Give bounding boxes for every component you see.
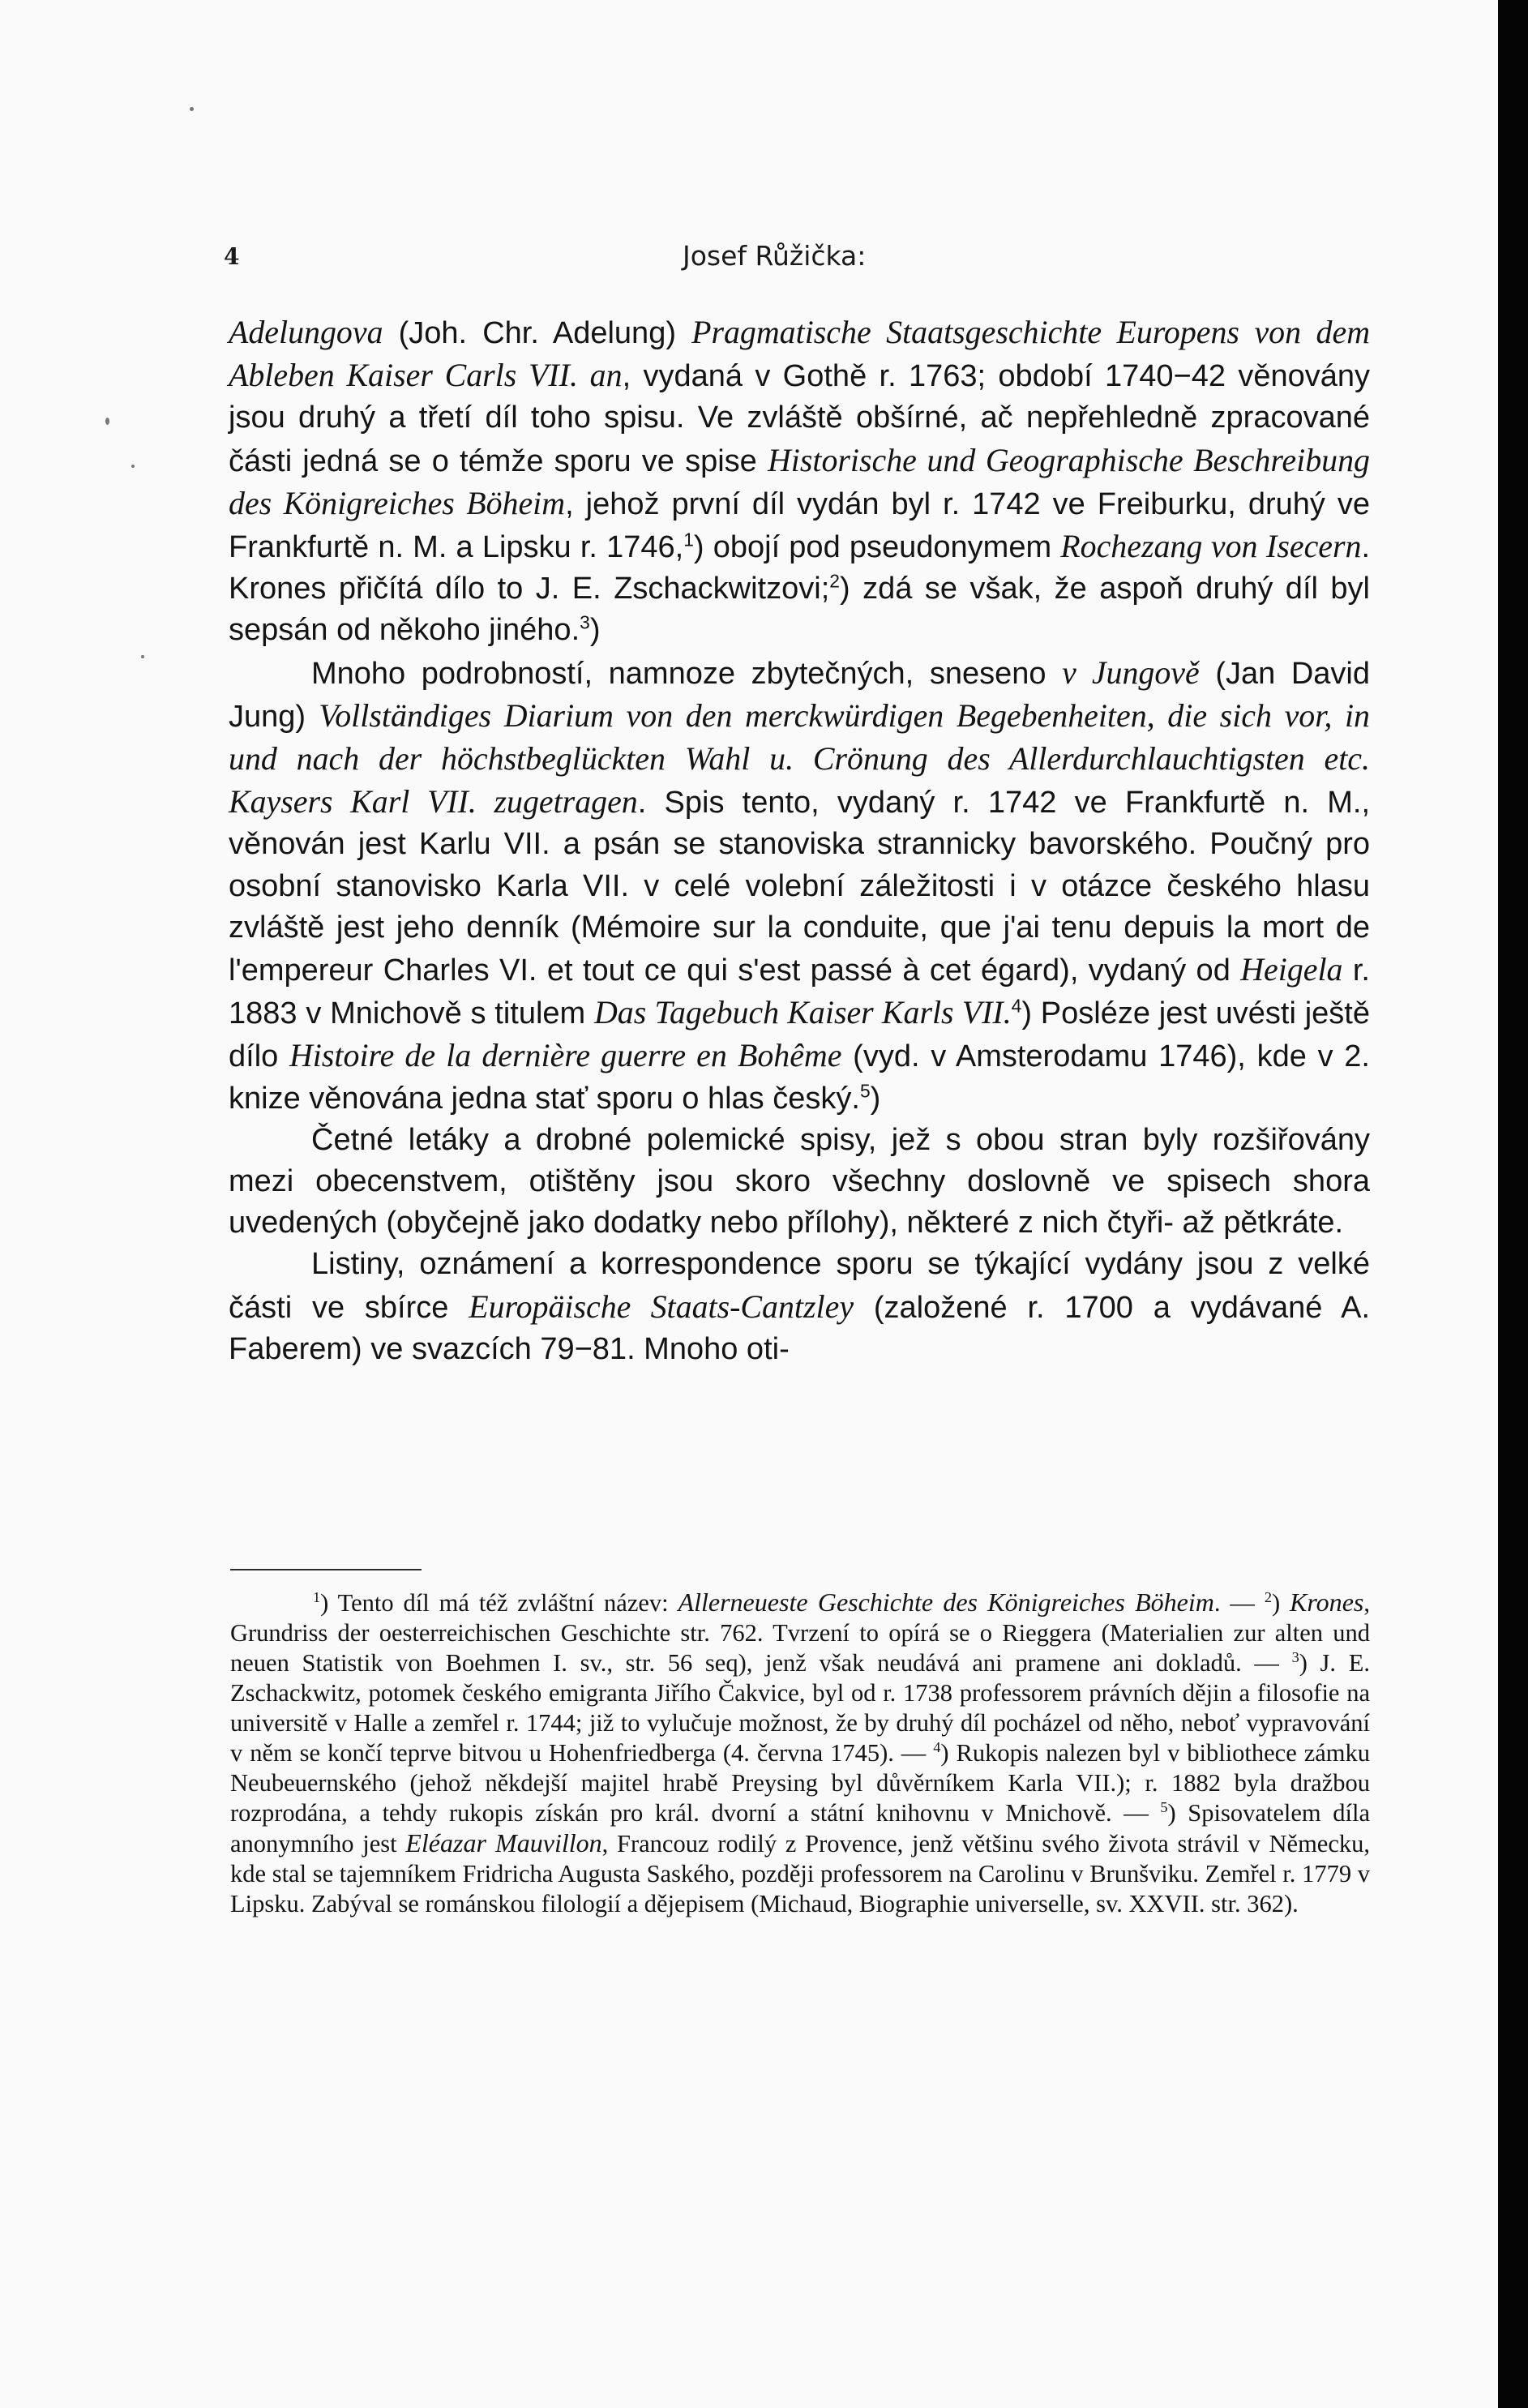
footnote-mark: 2 <box>1264 1588 1272 1605</box>
paragraph-jung <box>229 652 1370 1120</box>
footnote-text: , Grundriss der oesterreichischen Geschichte str. 762. Tvrzení to opírá se o Rieggera (Materialien zur alten und neuen Statistik von Boehmen I. sv., str. 56 seq), jenž však neudává ani pramene ani dokladů. — <box>230 1589 1370 1677</box>
footnotes <box>230 1587 1370 1919</box>
running-head: Josef Růžička: <box>683 240 867 272</box>
footnote-mark: 4 <box>933 1738 941 1755</box>
work-title: Das Tagebuch Kaiser Karls VII. <box>593 994 1012 1031</box>
footnote-mark: 5 <box>1160 1798 1168 1815</box>
text-run: ) Posléze jest uvésti ještě dílo <box>229 996 1370 1074</box>
footnote-text: ) J. E. Zschackwitz, potomek českého emigranta Jiřího Čakvice, byl od r. 1738 professorem právních dějin a filosofie na universitě v Halle a zemřel r. 1744; již to vylučuje možnost, že by druhý díl pocházel od něho, neboť vypravování v něm se končí teprve bitvou u Hohenfriedberga (4. června 1745). — <box>230 1649 1370 1767</box>
footnote-mark: 1 <box>313 1588 321 1605</box>
text-run: ) <box>589 613 601 648</box>
work-title: Histoire de la dernière guerre en Bohême <box>289 1037 842 1074</box>
footnote-text: ) Tento díl má též zvláštní název: <box>320 1589 678 1617</box>
author-name: v Jungově <box>1062 653 1200 691</box>
text-run: Mnoho podrobností, namnoze zbytečných, sneseno <box>311 656 1063 691</box>
text-run: (Joh. Chr. Adelung) <box>383 316 692 350</box>
text-run: . Krones přičítá dílo to J. E. Zschackwitzovi; <box>229 530 1371 606</box>
text-run: (Jan David Jung) <box>229 656 1370 734</box>
paragraph-pamphlets: Četné letáky a drobné polemické spisy, jež s obou stran byly rozšiřovány mezi obecenstvem, otištěny jsou skoro všechny doslovně ve spisech shora uvedených (obyčejně jako dodatky nebo přílohy), některé z nich čtyři- až pětkráte. <box>229 1122 1370 1240</box>
text-run: ) obojí pod pseudonymem <box>693 530 1061 565</box>
text-run: ) zdá se však, že aspoň druhý díl byl sepsán od někoho jiného. <box>229 572 1370 648</box>
author-name: Heigela <box>1240 951 1343 988</box>
text-run: , jehož první díl vydán byl r. 1742 ve Freiburku, druhý ve Frankfurtě n. M. a Lipsku r. 1746, <box>229 486 1370 565</box>
text-run: ) <box>870 1081 881 1116</box>
footnote-text: . — <box>1213 1589 1265 1617</box>
text-run: (založené r. 1700 a vydávané A. Faberem) ve svazcích 79−81. Mnoho oti- <box>229 1290 1370 1366</box>
footnote-text: ) Rukopis nalezen byl v bibliothece zámku Neubeuernského (jehož někdejší majitel hrabě Preysing byl důvěrníkem Karla VII.); r. 1882 byla dražbou rozprodána, a tehdy rukopis získán pro král. dvorní a státní knihovnu v Mnichově. — <box>230 1739 1370 1827</box>
work-title: Europäische Staats-Cantzley <box>469 1288 854 1325</box>
footnote-ref[interactable]: 4 <box>1011 995 1022 1017</box>
page-number: 4 <box>224 243 240 270</box>
scan-speck <box>105 418 109 425</box>
scan-speck <box>190 107 194 111</box>
work-title: Pragmatische Staatsgeschichte Europens von dem Ableben Kaiser Carls VII. an <box>229 314 1370 394</box>
footnote-text: ) Spisovatelem díla anonymního jest <box>230 1799 1370 1857</box>
author-name: Eléazar Mauvillon <box>405 1828 602 1857</box>
text-run: . Spis tento, vydaný r. 1742 ve Frankfurtě n. M., věnován jest Karlu VII. a psán se stanoviska strannicky bavorského. Poučný pro osobní stanovisko Karla VII. v celé volební záležitosti i v otázce českého hlasu zvláště jest jeho denník (Mémoire sur la conduite, que j'ai tenu depuis la mort de l'empereur Charles VI. et tout ce qui s'est passé à cet égard), vydaný od <box>229 786 1370 988</box>
pseudonym: Rochezang von Isecern <box>1060 528 1362 565</box>
footnote-ref[interactable]: 5 <box>859 1080 871 1101</box>
text-run: r. 1883 v Mnichově s titulem <box>229 953 1370 1031</box>
work-title: Allerneueste Geschichte des Königreiches Böheim <box>678 1587 1214 1617</box>
footnote-separator <box>230 1569 422 1570</box>
footnote-text: ) <box>1271 1589 1290 1617</box>
footnote-ref[interactable]: 2 <box>829 570 840 592</box>
work-title: Vollständiges Diarium von den merckwürdigen Begebenheiten, die sich vor, in und nach der höchstbeglückten Wahl u. Crönung des Allerdurchlauchtigsten etc. Kaysers Karl VII. zugetragen <box>229 696 1370 821</box>
work-name: Adelungova <box>229 314 383 350</box>
body-text <box>229 311 1370 1370</box>
paragraph-documents <box>229 1244 1370 1370</box>
author-name: Krones <box>1290 1587 1364 1617</box>
footnote-ref[interactable]: 1 <box>683 529 694 551</box>
footnote-text: , Francouz rodilý z Provence, jenž většinu svého života strávil v Německu, kde stal se tajemníkem Fridricha Augusta Saského, později professorem na Carolinu v Brunšviku. Zemřel r. 1779 v Lipsku. Zabýval se románskou filologií a dějepisem (Michaud, Biographie universelle, sv. XXVII. str. 362). <box>230 1830 1370 1917</box>
scan-border <box>1498 0 1528 2408</box>
scan-speck <box>141 655 144 658</box>
scan-speck <box>131 465 135 468</box>
work-title: Historische und Geographische Beschreibung des Königreiches Böheim <box>229 441 1370 521</box>
footnote-mark: 3 <box>1291 1648 1299 1665</box>
paragraph-adelung <box>229 311 1370 652</box>
text-run: , vydaná v Gothě r. 1763; období 1740−42 věnovány jsou druhý a třetí díl toho spisu. Ve zvláště obšírné, ač nepřehledně zpracované části jedná se o témže sporu ve spise <box>229 359 1370 478</box>
text-run: Listiny, oznámení a korrespondence sporu se týkající vydány jsou z velké části ve sbírce <box>229 1247 1370 1325</box>
text-run: (vyd. v Amsterodamu 1746), kde v 2. knize věnována jedna stať sporu o hlas český. <box>229 1039 1370 1116</box>
footnote-ref[interactable]: 3 <box>580 611 590 633</box>
